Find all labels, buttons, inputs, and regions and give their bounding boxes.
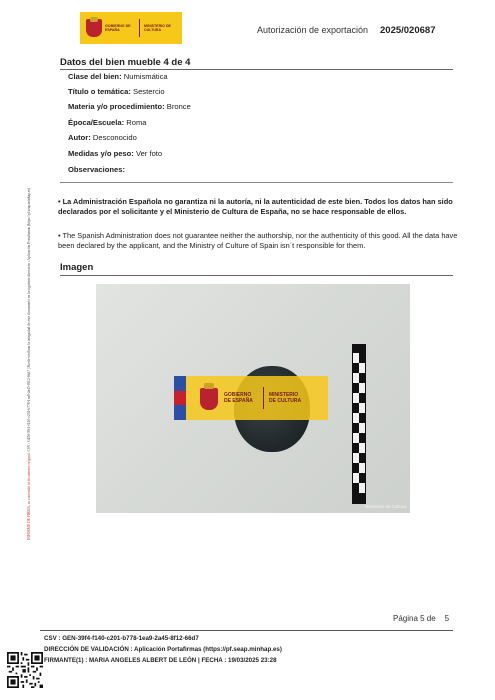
field-value: Ver foto [135, 149, 163, 158]
disclaimer-spanish: • La Administración Española no garantiza ni la autoría, ni la autenticidad de este bien. Todos los datos han sido declarados por el solicitante y el Ministerio de Cultura de España, no se hace responsable de ellos. [58, 197, 453, 216]
watermark-gobierno-text: GOBIERNO DE ESPAÑA [224, 392, 253, 404]
disclaimer-english: • The Spanish Administration does not guarantee neither the authorship, nor the authenticity of this good. All the data have been declared by the applicant, and the Ministry of Culture of Spain isn´t responsible for them. [58, 231, 458, 250]
footer-csv: CSV : GEN-39f4-f140-c201-b778-1ea9-2a45-8f12-66d7 [44, 635, 199, 642]
logo-ministerio-text: MINISTERIO DE CULTURA [144, 23, 171, 32]
field-titulo [68, 87, 165, 96]
field-epoca [68, 118, 147, 127]
side-text-red: INFORME DE FIRMA, su contenido al documento original. [27, 452, 31, 540]
gobierno-logo [80, 12, 182, 44]
page-number [393, 614, 449, 623]
section-title: Datos del bien mueble 4 de 4 [60, 57, 191, 68]
field-clase [68, 72, 168, 81]
field-observaciones [68, 165, 125, 174]
document-number: 2025/020687 [380, 25, 436, 36]
coat-of-arms-icon [198, 383, 220, 413]
measurement-scale [352, 344, 366, 504]
logo-gobierno-text: GOBIERNO DE ESPAÑA [105, 23, 131, 32]
image-section-title: Imagen [60, 262, 94, 273]
section-divider [60, 69, 453, 70]
field-medidas [68, 149, 162, 158]
field-label: Autor: [68, 133, 91, 142]
field-materia [68, 102, 191, 111]
qr-code-icon [7, 652, 43, 688]
field-label: Medidas y/o peso: [68, 149, 134, 158]
side-verification-text [27, 40, 31, 540]
field-value: Roma [126, 118, 147, 127]
field-value: Bronce [166, 102, 191, 111]
field-label: Época/Escuela: [68, 118, 125, 127]
footer-divider [40, 630, 453, 631]
field-value: Sestercio [133, 87, 165, 96]
field-autor [68, 133, 137, 142]
footer-signer: FIRMANTE(1) : MARIA ANGELES ALBERT DE LEÓN | FECHA : 19/03/2025 23:28 [44, 657, 277, 664]
footer-validation: DIRECCIÓN DE VALIDACIÓN : Aplicación Portafirmas (https://pf.seap.minhap.es) [44, 646, 282, 653]
side-text-csv: CSV : GEN-39f4-f140-c201-b778-1ea9-2a45-8f12-66d7 | Puede verificar la integridad de este documento en la siguiente dirección : Aplicación Portafirmas (https://pf.seap.minhap.es) [27, 187, 31, 452]
eu-flag-icon [174, 376, 186, 420]
coat-of-arms-icon [86, 17, 102, 39]
page-text: Página 5 de [393, 614, 436, 623]
watermark-ministerio-text: MINISTERIO DE CULTURA [269, 392, 302, 404]
ministry-watermark [174, 376, 328, 420]
field-value: Desconocido [92, 133, 137, 142]
coin-photo [96, 284, 410, 513]
field-label: Título o temática: [68, 87, 131, 96]
field-value: Numismática [123, 72, 168, 81]
photo-credit: Ministerio de Cultura [364, 504, 406, 509]
page-total: 5 [444, 614, 450, 623]
fields-divider [60, 182, 453, 183]
field-label: Observaciones: [68, 165, 125, 174]
document-title: Autorización de exportación [257, 25, 369, 35]
field-label: Clase del bien: [68, 72, 122, 81]
image-section-divider [60, 275, 453, 276]
field-label: Materia y/o procedimiento: [68, 102, 165, 111]
